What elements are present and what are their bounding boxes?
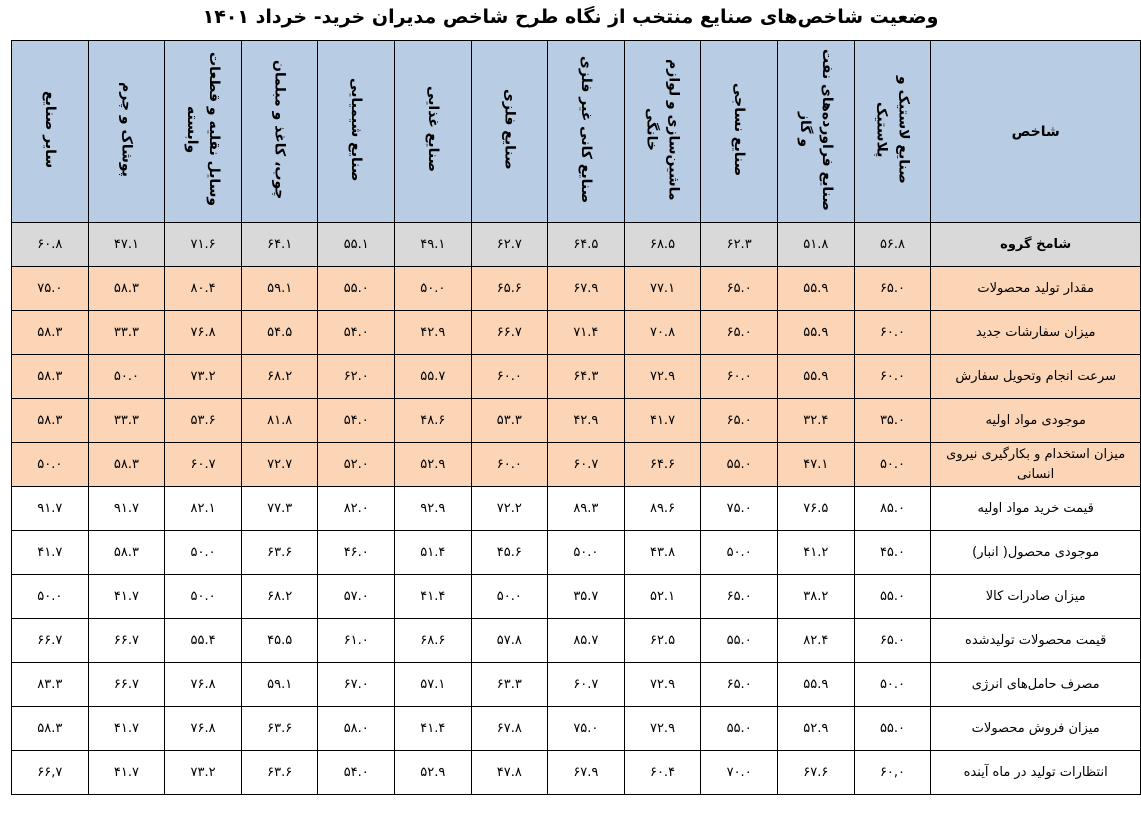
value-cell: ۷۲.۲: [471, 487, 548, 531]
value-cell: ۶۵.۰: [701, 663, 778, 707]
value-cell: ۴۵.۶: [471, 531, 548, 575]
industry-column-header: [854, 41, 931, 223]
table-row: [12, 443, 1141, 487]
value-cell: ۵۵.۰: [701, 443, 778, 487]
table-row: [12, 311, 1141, 355]
value-cell: ۷۵.۰: [701, 487, 778, 531]
value-cell: ۵۸.۳: [12, 311, 89, 355]
value-cell: ۷۰.۸: [624, 311, 701, 355]
value-cell: ۴۲.۹: [548, 399, 625, 443]
table-row: [12, 707, 1141, 751]
value-cell: ۵۵.۰: [318, 267, 395, 311]
value-cell: ۴۱.۷: [88, 707, 165, 751]
value-cell: ۶۶.۷: [88, 663, 165, 707]
value-cell: ۵۵.۹: [777, 355, 854, 399]
value-cell: ۵۵.۱: [318, 223, 395, 267]
value-cell: ۶۰.۰: [471, 355, 548, 399]
value-cell: ۷۷.۳: [241, 487, 318, 531]
value-cell: ۴۷.۱: [777, 443, 854, 487]
value-cell: ۵۲.۹: [395, 751, 472, 795]
value-cell: ۸۲.۱: [165, 487, 242, 531]
value-cell: ۸۹.۳: [548, 487, 625, 531]
value-cell: ۵۵.۰: [701, 619, 778, 663]
value-cell: ۶۵.۰: [854, 267, 931, 311]
value-cell: ۷۶.۸: [165, 311, 242, 355]
value-cell: ۹۱.۷: [88, 487, 165, 531]
value-cell: ۵۱.۴: [395, 531, 472, 575]
row-label: موجودی مواد اولیه: [931, 399, 1141, 443]
value-cell: ۸۳.۳: [12, 663, 89, 707]
value-cell: ۶۳.۶: [241, 531, 318, 575]
value-cell: ۵۲.۱: [624, 575, 701, 619]
value-cell: ۵۵.۰: [854, 707, 931, 751]
industry-column-header: [777, 41, 854, 223]
value-cell: ۷۱.۶: [165, 223, 242, 267]
value-cell: ۳۸.۲: [777, 575, 854, 619]
value-cell: ۷۲.۹: [624, 707, 701, 751]
table-header-row: [12, 41, 1141, 223]
value-cell: ۴۹.۱: [395, 223, 472, 267]
industry-column-label: سایر صنایع: [41, 90, 58, 169]
value-cell: ۵۰.۰: [471, 575, 548, 619]
value-cell: ۶۷.۹: [548, 751, 625, 795]
value-cell: ۷۶.۵: [777, 487, 854, 531]
value-cell: ۵۹.۱: [241, 663, 318, 707]
value-cell: ۴۶.۰: [318, 531, 395, 575]
industry-column-header: [318, 41, 395, 223]
row-label: موجودی محصول( انبار): [931, 531, 1141, 575]
value-cell: ۶۶.۷: [88, 619, 165, 663]
value-cell: ۶۲.۳: [701, 223, 778, 267]
value-cell: ۵۵.۹: [777, 267, 854, 311]
value-cell: ۹۱.۷: [12, 487, 89, 531]
industry-column-header: [241, 41, 318, 223]
value-cell: ۵۸.۳: [88, 267, 165, 311]
value-cell: ۵۵.۷: [395, 355, 472, 399]
value-cell: ۵۰.۰: [12, 443, 89, 487]
value-cell: ۳۵.۰: [854, 399, 931, 443]
value-cell: ۶۰.۰: [854, 355, 931, 399]
value-cell: ۵۳.۳: [471, 399, 548, 443]
value-cell: ۷۲.۷: [241, 443, 318, 487]
value-cell: ۶۸.۲: [241, 575, 318, 619]
value-cell: ۵۴.۰: [318, 399, 395, 443]
value-cell: ۴۷.۱: [88, 223, 165, 267]
industry-column-header: [165, 41, 242, 223]
value-cell: ۵۴.۰: [318, 751, 395, 795]
industry-column-label: صنایع فلزی: [501, 89, 518, 170]
table-row: [12, 487, 1141, 531]
table-body: [12, 223, 1141, 795]
row-label: مقدار تولید محصولات: [931, 267, 1141, 311]
value-cell: ۵۵.۹: [777, 311, 854, 355]
industry-column-header: [88, 41, 165, 223]
value-cell: ۵۸.۳: [88, 531, 165, 575]
industry-column-header: [471, 41, 548, 223]
industry-column-header: [12, 41, 89, 223]
value-cell: ۵۶.۸: [854, 223, 931, 267]
value-cell: ۳۳.۳: [88, 399, 165, 443]
row-label: میزان استخدام و بکارگیری نیروی انسانی: [931, 443, 1141, 487]
value-cell: ۴۱.۷: [12, 531, 89, 575]
value-cell: ۵۸.۳: [12, 355, 89, 399]
value-cell: ۸۰.۴: [165, 267, 242, 311]
value-cell: ۶۷.۰: [318, 663, 395, 707]
value-cell: ۶۵.۰: [701, 311, 778, 355]
value-cell: ۶۳.۳: [471, 663, 548, 707]
value-cell: ۳۵.۷: [548, 575, 625, 619]
table-row: [12, 355, 1141, 399]
value-cell: ۵۰.۰: [854, 443, 931, 487]
value-cell: ۶۲.۰: [318, 355, 395, 399]
value-cell: ۵۰.۰: [548, 531, 625, 575]
value-cell: ۶۰.۷: [548, 443, 625, 487]
value-cell: ۴۲.۹: [395, 311, 472, 355]
industry-column-label: پوشاک و چرم: [118, 82, 135, 177]
value-cell: ۷۳.۲: [165, 751, 242, 795]
value-cell: ۸۵.۰: [854, 487, 931, 531]
value-cell: ۶۵.۰: [701, 399, 778, 443]
value-cell: ۷۵.۰: [12, 267, 89, 311]
industry-column-label: صنایع غذایی: [424, 86, 441, 173]
row-label: میزان صادرات کالا: [931, 575, 1141, 619]
value-cell: ۳۲.۴: [777, 399, 854, 443]
value-cell: ۶۲.۵: [624, 619, 701, 663]
value-cell: ۵۰.۰: [854, 663, 931, 707]
value-cell: ۶۴.۱: [241, 223, 318, 267]
value-cell: ۶۸.۶: [395, 619, 472, 663]
value-cell: ۹۲.۹: [395, 487, 472, 531]
value-cell: ۵۵.۹: [777, 663, 854, 707]
value-cell: ۵۸.۳: [12, 399, 89, 443]
value-cell: ۴۵.۵: [241, 619, 318, 663]
value-cell: ۵۰.۰: [165, 531, 242, 575]
value-cell: ۶۸.۲: [241, 355, 318, 399]
value-cell: ۶۰,۰: [854, 751, 931, 795]
value-cell: ۴۵.۰: [854, 531, 931, 575]
industry-column-label: صنایع شیمیایی: [348, 77, 365, 182]
value-cell: ۵۵.۴: [165, 619, 242, 663]
value-cell: ۸۲.۴: [777, 619, 854, 663]
value-cell: ۴۳.۸: [624, 531, 701, 575]
row-label: انتظارات تولید در ماه آینده: [931, 751, 1141, 795]
row-label: قیمت خرید مواد اولیه: [931, 487, 1141, 531]
industry-column-header: [624, 41, 701, 223]
value-cell: ۶۰.۰: [471, 443, 548, 487]
value-cell: ۶۴.۳: [548, 355, 625, 399]
value-cell: ۴۱.۴: [395, 575, 472, 619]
value-cell: ۵۲.۰: [318, 443, 395, 487]
industry-column-label: صنایع نساجی: [731, 82, 748, 177]
value-cell: ۴۱.۷: [624, 399, 701, 443]
value-cell: ۵۸.۰: [318, 707, 395, 751]
table-row: [12, 531, 1141, 575]
row-label: قیمت محصولات تولیدشده: [931, 619, 1141, 663]
value-cell: ۶۰.۰: [854, 311, 931, 355]
row-label: میزان فروش محصولات: [931, 707, 1141, 751]
value-cell: ۵۵.۰: [701, 707, 778, 751]
value-cell: ۷۰.۰: [701, 751, 778, 795]
value-cell: ۵۹.۱: [241, 267, 318, 311]
value-cell: ۶۰.۷: [548, 663, 625, 707]
table-row: [12, 575, 1141, 619]
value-cell: ۵۷.۸: [471, 619, 548, 663]
value-cell: ۵۴.۵: [241, 311, 318, 355]
industry-column-label: صنایع کانی غیر فلزی: [577, 55, 594, 204]
value-cell: ۵۰.۰: [88, 355, 165, 399]
value-cell: ۶۱.۰: [318, 619, 395, 663]
value-cell: ۶۰.۸: [12, 223, 89, 267]
value-cell: ۶۰.۰: [701, 355, 778, 399]
value-cell: ۵۱.۸: [777, 223, 854, 267]
value-cell: ۴۷.۸: [471, 751, 548, 795]
value-cell: ۶۵.۰: [701, 575, 778, 619]
value-cell: ۷۶.۸: [165, 707, 242, 751]
value-cell: ۵۰.۰: [12, 575, 89, 619]
value-cell: ۶۷.۶: [777, 751, 854, 795]
value-cell: ۵۲.۹: [777, 707, 854, 751]
industry-column-label: صنایع لاستیک و پلاستیک: [873, 75, 912, 184]
value-cell: ۶۵.۰: [854, 619, 931, 663]
table-row: [12, 267, 1141, 311]
table-row: [12, 751, 1141, 795]
value-cell: ۶۷.۹: [548, 267, 625, 311]
value-cell: ۶۷.۸: [471, 707, 548, 751]
value-cell: ۷۲.۹: [624, 355, 701, 399]
value-cell: ۶۳.۶: [241, 707, 318, 751]
value-cell: ۶۸.۵: [624, 223, 701, 267]
value-cell: ۸۱.۸: [241, 399, 318, 443]
table-row: [12, 663, 1141, 707]
value-cell: ۸۲.۰: [318, 487, 395, 531]
value-cell: ۶۵.۰: [701, 267, 778, 311]
value-cell: ۳۳.۳: [88, 311, 165, 355]
value-cell: ۷۳.۲: [165, 355, 242, 399]
value-cell: ۴۱.۴: [395, 707, 472, 751]
industry-column-label: وسایل نقلیه و قطعات وابسته: [184, 52, 223, 207]
value-cell: ۸۹.۶: [624, 487, 701, 531]
industry-column-header: [548, 41, 625, 223]
value-cell: ۷۶.۸: [165, 663, 242, 707]
value-cell: ۷۱.۴: [548, 311, 625, 355]
value-cell: ۵۰.۰: [395, 267, 472, 311]
industry-column-header: [701, 41, 778, 223]
value-cell: ۵۴.۰: [318, 311, 395, 355]
value-cell: ۶۰.۷: [165, 443, 242, 487]
industry-column-label: چوب، کاغذ و مبلمان: [271, 59, 288, 200]
value-cell: ۶۶,۷: [12, 751, 89, 795]
value-cell: ۴۱.۷: [88, 751, 165, 795]
value-cell: ۴۱.۷: [88, 575, 165, 619]
value-cell: ۵۰.۰: [165, 575, 242, 619]
value-cell: ۵۷.۰: [318, 575, 395, 619]
indicator-table: [11, 40, 1141, 795]
industry-column-label: ماشین‌سازی و لوازم خانگی: [643, 58, 682, 201]
value-cell: ۶۳.۶: [241, 751, 318, 795]
row-label: مصرف حامل‌های انرژی: [931, 663, 1141, 707]
value-cell: ۵۰.۰: [701, 531, 778, 575]
value-cell: ۶۴.۵: [548, 223, 625, 267]
value-cell: ۶۵.۶: [471, 267, 548, 311]
table-row: [12, 399, 1141, 443]
value-cell: ۵۵.۰: [854, 575, 931, 619]
value-cell: ۷۲.۹: [624, 663, 701, 707]
value-cell: ۵۸.۳: [88, 443, 165, 487]
row-label: میزان سفارشات جدید: [931, 311, 1141, 355]
value-cell: ۶۲.۷: [471, 223, 548, 267]
value-cell: ۶۶.۷: [471, 311, 548, 355]
value-cell: ۷۵.۰: [548, 707, 625, 751]
value-cell: ۷۷.۱: [624, 267, 701, 311]
industry-column-header: [395, 41, 472, 223]
industry-column-label: صنایع فراورده‌های نفت و گاز: [796, 48, 835, 211]
value-cell: ۶۴.۶: [624, 443, 701, 487]
value-cell: ۵۷.۱: [395, 663, 472, 707]
value-cell: ۴۸.۶: [395, 399, 472, 443]
value-cell: ۵۳.۶: [165, 399, 242, 443]
value-cell: ۶۶.۷: [12, 619, 89, 663]
indicator-column-header: شاخص: [931, 41, 1141, 223]
value-cell: ۴۱.۲: [777, 531, 854, 575]
value-cell: ۸۵.۷: [548, 619, 625, 663]
row-label: شامخ گروه: [931, 223, 1141, 267]
value-cell: ۵۲.۹: [395, 443, 472, 487]
table-row: [12, 619, 1141, 663]
row-label: سرعت انجام وتحویل سفارش: [931, 355, 1141, 399]
value-cell: ۶۰.۴: [624, 751, 701, 795]
group-index-row: [12, 223, 1141, 267]
page-title: وضعیت شاخص‌های صنایع منتخب از نگاه طرح شاخص مدیران خرید- خرداد ۱۴۰۱: [202, 6, 939, 28]
value-cell: ۵۸.۳: [12, 707, 89, 751]
